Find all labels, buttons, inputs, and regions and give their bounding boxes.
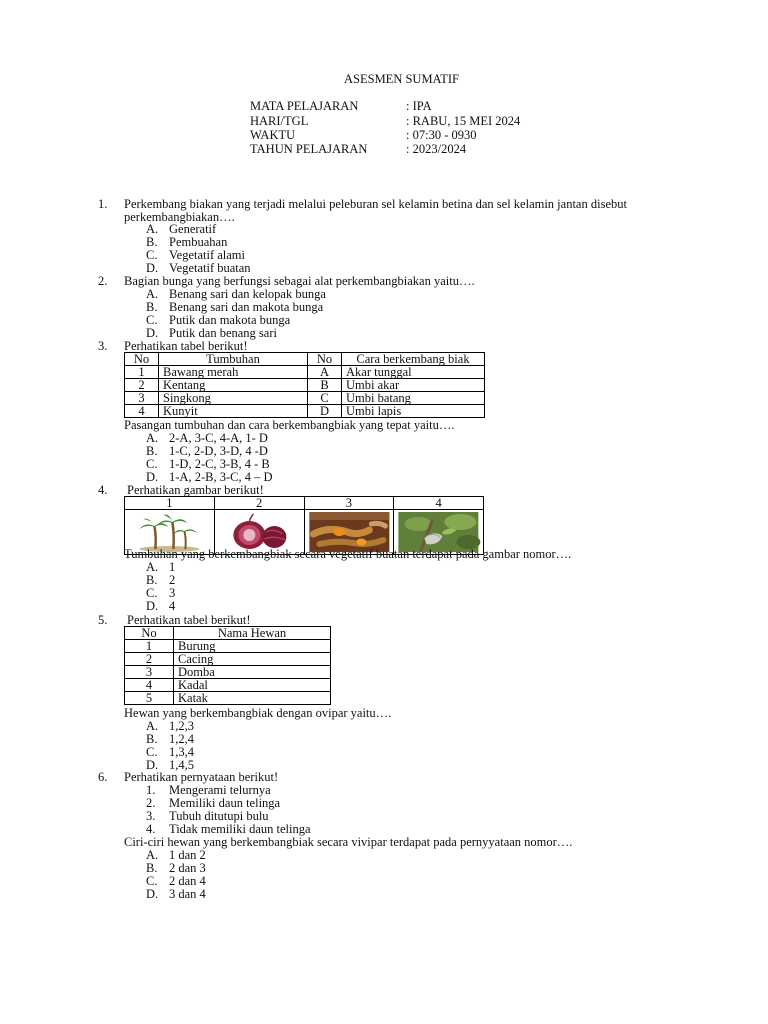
table-cell: C <box>308 392 342 405</box>
document-title: ASESMEN SUMATIF <box>344 72 459 86</box>
meta-value-year: : 2023/2024 <box>406 142 467 156</box>
option-text: Putik dan benang sari <box>169 326 277 340</box>
question-number: 4. <box>98 483 108 497</box>
table-cell: Singkong <box>159 392 308 405</box>
question-number: 3. <box>98 339 108 353</box>
option-letter: C. <box>146 457 158 471</box>
question-text: perkembangbiakan…. <box>124 210 235 224</box>
option-letter: A. <box>146 287 159 301</box>
option-text: 1 <box>169 560 176 574</box>
option-letter: B. <box>146 235 158 249</box>
statement-number: 4. <box>146 822 156 836</box>
table-cell: 4 <box>125 679 174 692</box>
turmeric-image <box>306 512 393 552</box>
question-number: 1. <box>98 197 108 211</box>
question-text: Perhatikan pernyataan berikut! <box>124 770 279 784</box>
table-cell: Domba <box>174 666 331 679</box>
option-letter: B. <box>146 573 158 587</box>
option-letter: B. <box>146 861 158 875</box>
option-text: 1,3,4 <box>169 745 194 759</box>
table-row <box>125 640 331 653</box>
table-cell: 4 <box>125 405 159 418</box>
table-cell: 3 <box>125 392 159 405</box>
option-letter: D. <box>146 470 159 484</box>
question-text: Perkembang biakan yang terjadi melalui peleburan sel kelamin betina dan sel kelamin jantan disebut <box>124 197 627 211</box>
option-letter: A. <box>146 431 159 445</box>
table-header: No <box>125 353 159 366</box>
statement-text: Tidak memiliki daun telinga <box>169 822 311 836</box>
question-text: Perhatikan tabel berikut! <box>127 613 251 627</box>
option-text: 1-A, 2-B, 3-C, 4 – D <box>169 470 273 484</box>
option-text: Generatif <box>169 222 217 236</box>
option-letter: B. <box>146 732 158 746</box>
question-text: Bagian bunga yang berfungsi sebagai alat perkembangbiakan yaitu…. <box>124 274 475 288</box>
option-letter: A. <box>146 719 159 733</box>
option-text: 1,2,3 <box>169 719 194 733</box>
table-header: 3 <box>304 497 394 510</box>
statement-number: 3. <box>146 809 156 823</box>
option-letter: A. <box>146 560 159 574</box>
table-cell: 1 <box>125 640 174 653</box>
table-header: 4 <box>394 497 484 510</box>
meta-value-subject: : IPA <box>406 99 432 113</box>
option-letter: D. <box>146 758 159 772</box>
option-letter: C. <box>146 586 158 600</box>
table-row <box>125 366 485 379</box>
table-row <box>125 653 331 666</box>
option-text: Pembuahan <box>169 235 228 249</box>
table-header: Nama Hewan <box>174 627 331 640</box>
meta-label-date: HARI/TGL <box>250 114 309 128</box>
table-cell: D <box>308 405 342 418</box>
option-letter: C. <box>146 745 158 759</box>
table-header: 1 <box>125 497 215 510</box>
meta-value-date: : RABU, 15 MEI 2024 <box>406 114 521 128</box>
option-text: Vegetatif alami <box>169 248 246 262</box>
question-text: Ciri-ciri hewan yang berkembangbiak secara vivipar terdapat pada pernyyataan nomor…. <box>124 835 573 849</box>
option-text: 2-A, 3-C, 4-A, 1- D <box>169 431 268 445</box>
table-row <box>125 392 485 405</box>
animal-table <box>124 626 331 705</box>
table-cell: Umbi akar <box>342 379 485 392</box>
table-cell: 1 <box>125 366 159 379</box>
option-text: 3 dan 4 <box>169 887 206 901</box>
statement-text: Mengerami telurnya <box>169 783 271 797</box>
option-text: 4 <box>169 599 176 613</box>
table-header-row <box>125 627 331 640</box>
table-cell: 5 <box>125 692 174 705</box>
option-letter: D. <box>146 599 159 613</box>
palm-trees-image <box>126 512 213 552</box>
option-text: 1 dan 2 <box>169 848 206 862</box>
option-text: 1,4,5 <box>169 758 194 772</box>
question-text: Pasangan tumbuhan dan cara berkembangbiak yang tepat yaitu…. <box>124 418 455 432</box>
meta-label-time: WAKTU <box>250 128 296 142</box>
table-cell: A <box>308 366 342 379</box>
option-text: 1,2,4 <box>169 732 194 746</box>
table-cell: Kentang <box>159 379 308 392</box>
table-cell: B <box>308 379 342 392</box>
question-text: Tumbuhan yang berkembangbiak secara vegetatif buatan terdapat pada gambar nomor…. <box>124 547 572 561</box>
statement-text: Tubuh ditutupi bulu <box>169 809 269 823</box>
plant-grafting-image <box>395 512 482 552</box>
table-cell: Burung <box>174 640 331 653</box>
table-cell: Bawang merah <box>159 366 308 379</box>
table-cell: 2 <box>125 379 159 392</box>
table-cell: Kadal <box>174 679 331 692</box>
table-header: Tumbuhan <box>159 353 308 366</box>
table-header: Cara berkembang biak <box>342 353 485 366</box>
option-letter: C. <box>146 874 158 888</box>
option-letter: C. <box>146 313 158 327</box>
table-row <box>125 379 485 392</box>
question-text: Hewan yang berkembangbiak dengan ovipar yaitu…. <box>124 706 392 720</box>
option-letter: B. <box>146 444 158 458</box>
table-cell: Katak <box>174 692 331 705</box>
option-letter: A. <box>146 222 159 236</box>
table-header: 2 <box>214 497 304 510</box>
table-cell: Kunyit <box>159 405 308 418</box>
table-cell: Cacing <box>174 653 331 666</box>
question-number: 6. <box>98 770 108 784</box>
option-text: Putik dan makota bunga <box>169 313 291 327</box>
question-number: 5. <box>98 613 108 627</box>
option-text: 1-D, 2-C, 3-B, 4 - B <box>169 457 270 471</box>
question-number: 2. <box>98 274 108 288</box>
option-letter: D. <box>146 887 159 901</box>
option-text: 2 dan 4 <box>169 874 206 888</box>
statement-number: 1. <box>146 783 156 797</box>
red-onion-image <box>216 512 303 552</box>
question-text: Perhatikan gambar berikut! <box>127 483 264 497</box>
table-row <box>125 679 331 692</box>
meta-label-year: TAHUN PELAJARAN <box>250 142 368 156</box>
table-header-row <box>125 497 484 510</box>
option-text: 2 <box>169 573 176 587</box>
table-row <box>125 666 331 679</box>
option-text: Benang sari dan kelopak bunga <box>169 287 326 301</box>
meta-label-subject: MATA PELAJARAN <box>250 99 359 113</box>
question-text: Perhatikan tabel berikut! <box>124 339 248 353</box>
option-text: 1-C, 2-D, 3-D, 4 -D <box>169 444 268 458</box>
option-letter: C. <box>146 248 158 262</box>
table-header: No <box>125 627 174 640</box>
statement-number: 2. <box>146 796 156 810</box>
statement-text: Memiliki daun telinga <box>169 796 281 810</box>
table-row <box>125 405 485 418</box>
option-letter: D. <box>146 326 159 340</box>
table-cell: 3 <box>125 666 174 679</box>
option-text: 3 <box>169 586 176 600</box>
meta-value-time: : 07:30 - 0930 <box>406 128 477 142</box>
table-row <box>125 692 331 705</box>
table-header-row <box>125 353 485 366</box>
table-cell: 2 <box>125 653 174 666</box>
option-letter: D. <box>146 261 159 275</box>
option-letter: A. <box>146 848 159 862</box>
option-letter: B. <box>146 300 158 314</box>
plant-reproduction-table <box>124 352 485 418</box>
table-cell: Akar tunggal <box>342 366 485 379</box>
option-text: Benang sari dan makota bunga <box>169 300 324 314</box>
table-cell: Umbi lapis <box>342 405 485 418</box>
table-cell: Umbi batang <box>342 392 485 405</box>
table-header: No <box>308 353 342 366</box>
option-text: 2 dan 3 <box>169 861 206 875</box>
option-text: Vegetatif buatan <box>169 261 251 275</box>
